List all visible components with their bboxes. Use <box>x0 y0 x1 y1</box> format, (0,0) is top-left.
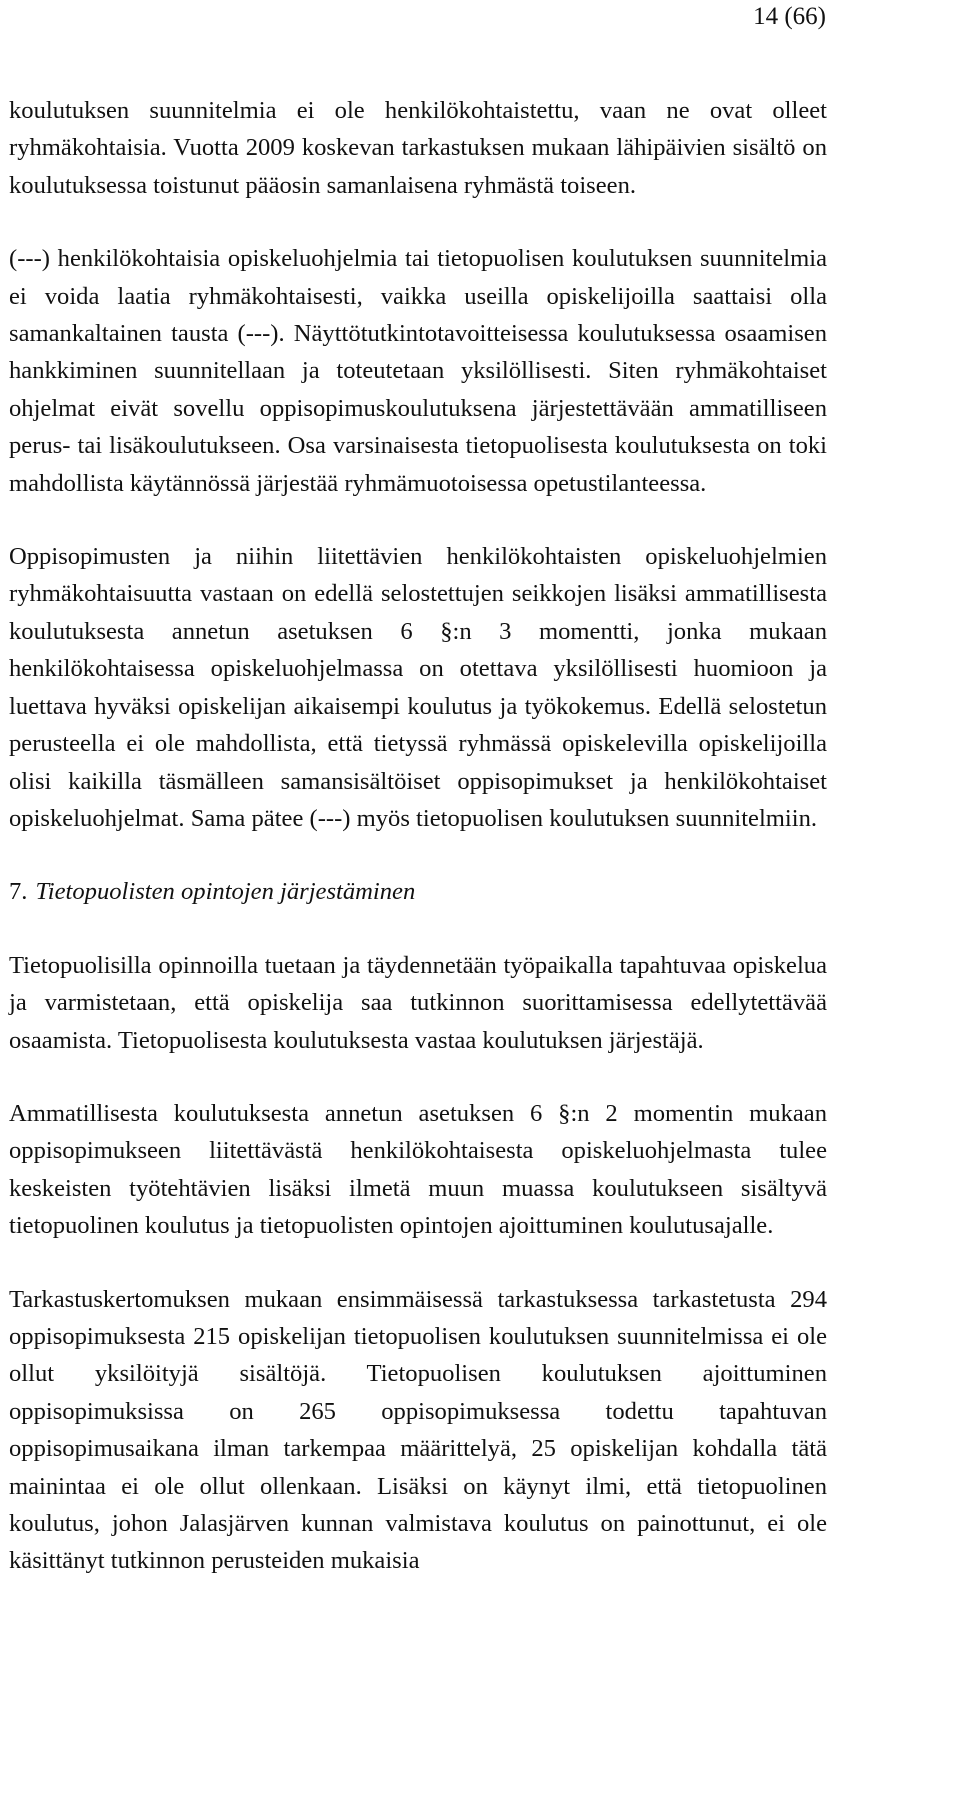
paragraph: Tietopuolisilla opinnoilla tuetaan ja täydennetään työpaikalla tapahtuvaa opiskelua ja varmistetaan, että opiskelija saa tutkinnon suorittamisessa edellytettävää osaamista. Tietopuolisesta koulutuksesta vastaa koulutuksen järjestäjä. <box>9 951 827 1054</box>
paragraph: koulutuksen suunnitelmia ei ole henkilökohtaistettu, vaan ne ovat olleet ryhmäkohtaisia. Vuotta 2009 koskevan tarkastuksen mukaan lähipäivien sisältö on koulutuksessa toistunut pääosin samanlaisena ryhmästä toiseen. <box>9 97 827 199</box>
section-number: 7. <box>9 878 28 906</box>
paragraph: Ammatillisesta koulutuksesta annetun asetuksen 6 §:n 2 momentin mukaan oppisopimukseen liitettävästä henkilökohtaisesta opiskeluohjelmasta tulee keskeisten työtehtävien lisäksi ilmetä muun muassa koulutukseen sisältyvä tietopuolinen koulutus ja tietopuolisten opintojen ajoittuminen koulutusajalle. <box>9 1099 827 1240</box>
section-title: Tietopuolisten opintojen järjestäminen <box>35 878 416 906</box>
document-body <box>9 92 827 1580</box>
page-number: 14 (66) <box>753 3 826 30</box>
paragraph: Oppisopimusten ja niihin liitettävien henkilökohtaisten opiskeluohjelmien ryhmäkohtaisuutta vastaan on edellä selostettujen seikkojen lisäksi ammatillisesta koulutuksesta annetun asetuksen 6 §:n 3 momentti, jonka mukaan henkilökohtaisessa opiskeluohjelmassa on otettava yksilöllisesti huomioon ja luettava hyväksi opiskelijan aikaisempi koulutus ja työkokemus. Edellä selostetun perusteella ei ole mahdollista, että tietyssä ryhmässä opiskelevilla opiskelijoilla olisi kaikilla täsmälleen samansisältöiset oppisopimukset ja henkilökohtaiset opiskeluohjelmat. Sama pätee (---) myös tietopuolisen koulutuksen suunnitelmiin. <box>9 543 827 832</box>
section-heading <box>9 873 827 910</box>
paragraph: (---) henkilökohtaisia opiskeluohjelmia tai tietopuolisen koulutuksen suunnitelmia ei voida laatia ryhmäkohtaisesti, vaikka useilla opiskelijoilla saattaisi olla samankaltainen tausta (---). Näyttötutkintotavoitteisessa koulutuksessa osaamisen hankkiminen suunnitellaan ja toteutetaan yksilöllisesti. Siten ryhmäkohtaiset ohjelmat eivät sovellu oppisopimuskoulutuksena järjestettävään ammatilliseen perus- tai lisäkoulutukseen. Osa varsinaisesta tietopuolisesta koulutuksesta on toki mahdollista käytännössä järjestää ryhmämuotoisessa opetustilanteessa. <box>9 245 827 497</box>
paragraph: Tarkastuskertomuksen mukaan ensimmäisessä tarkastuksessa tarkastetusta 294 oppisopimuksesta 215 opiskelijan tietopuolisen koulutuksen suunnitelmissa ei ole ollut yksilöityjä sisältöjä. Tietopuolisen koulutuksen ajoittuminen oppisopimuksissa on 265 oppisopimuksessa todettu tapahtuvan oppisopimusaikana ilman tarkempaa määrittelyä, 25 opiskelijan kohdalla tätä mainintaa ei ole ollut ollenkaan. Lisäksi on käynyt ilmi, että tietopuolinen koulutus, johon Jalasjärven kunnan valmistava koulutus on painottunut, ei ole käsittänyt tutkinnon perusteiden mukaisia <box>9 1285 827 1575</box>
